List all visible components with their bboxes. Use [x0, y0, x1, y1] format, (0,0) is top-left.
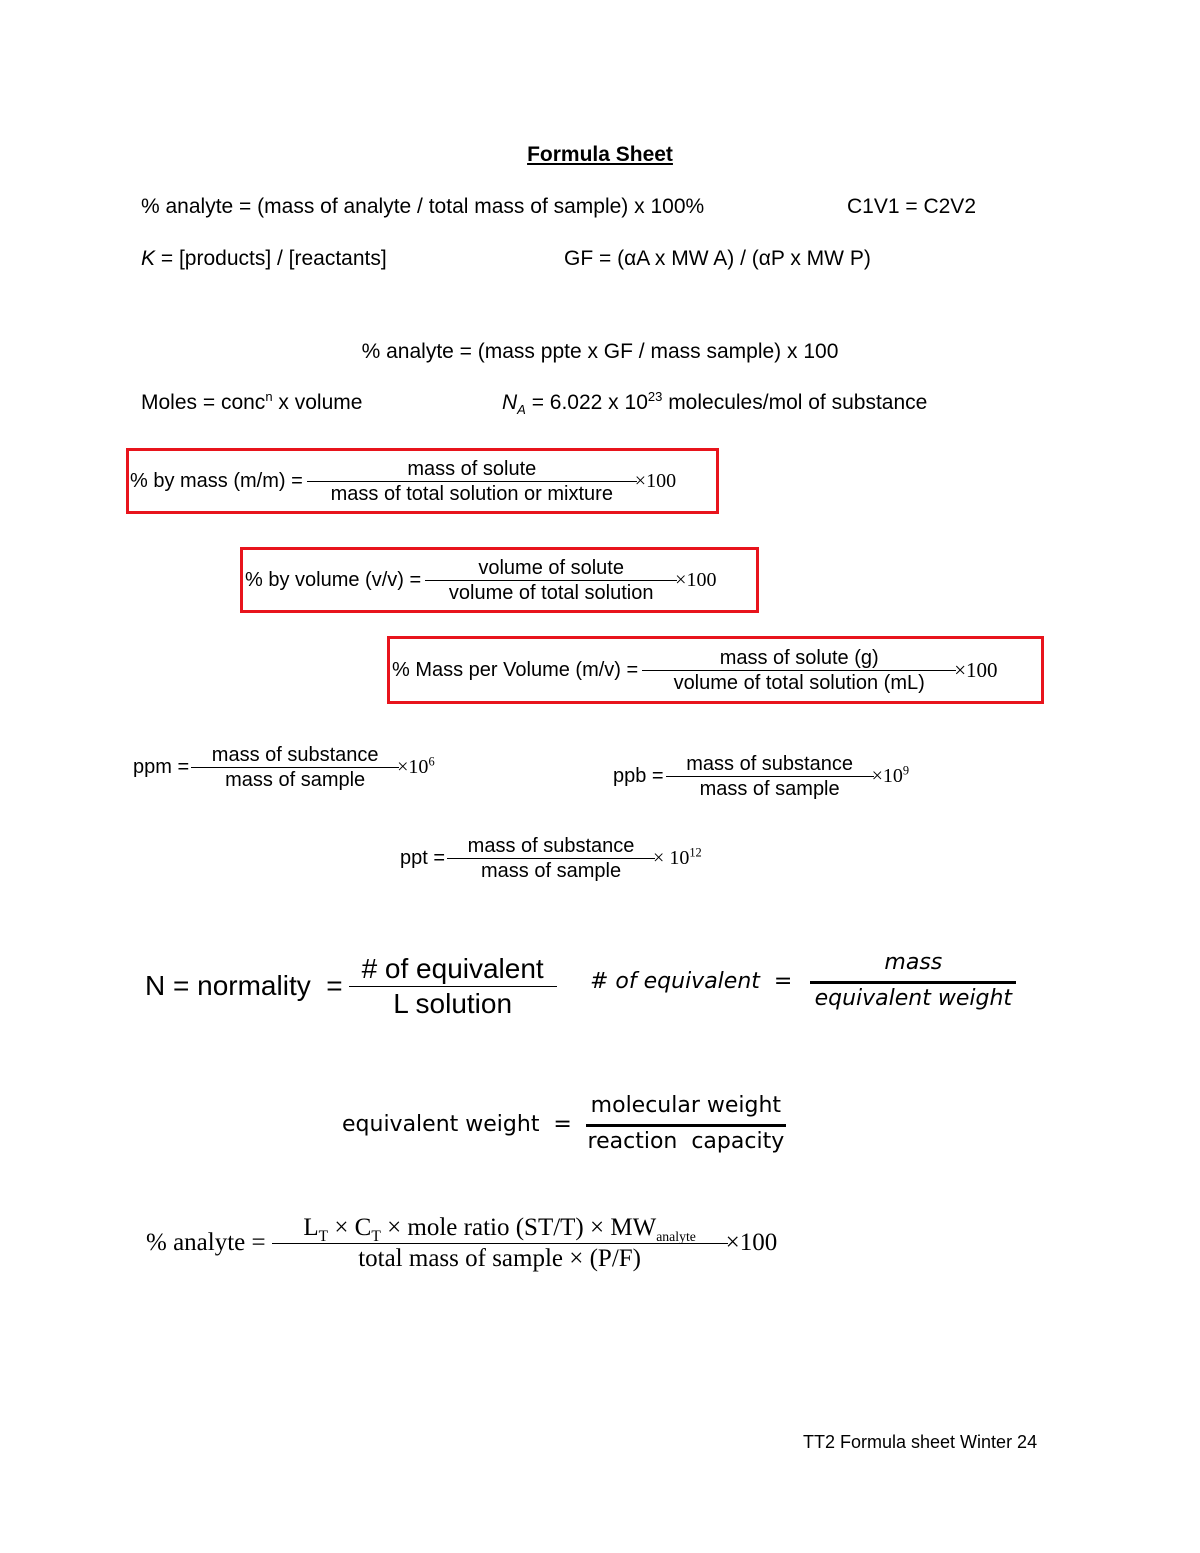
- gravimetric-factor-formula: GF = (αA x MW A) / (αP x MW P): [564, 247, 871, 270]
- mass-volume-percent-formula: [392, 640, 998, 700]
- page-title: [0, 143, 1200, 167]
- ppb-numerator: mass of substance: [666, 752, 874, 777]
- avogadro-text-a: = 6.022 x 10: [525, 391, 648, 414]
- mass-percent-lhs: % by mass (m/m) =: [130, 469, 303, 492]
- equivalent-weight-denominator: reaction capacity: [587, 1128, 785, 1154]
- mass-percent-fraction: [309, 457, 635, 506]
- titration-numerator: $L_T \times C_T$ × mole ratio $(ST/T) \times MW_{analyte}$: [272, 1213, 728, 1244]
- ppb-exponent: 9: [902, 762, 910, 777]
- moles-text-a: Moles = conc: [141, 391, 266, 414]
- avogadro-symbol: N: [502, 391, 518, 414]
- equilibrium-constant-formula: [141, 247, 387, 271]
- equivalents-lhs: # of equivalent =: [590, 968, 793, 994]
- k-expression: = [products] / [reactants]: [155, 247, 387, 270]
- equivalents-fraction: [812, 950, 1014, 1012]
- ppm-lhs: ppm =: [133, 755, 190, 778]
- percent-analyte-formula: % analyte = (mass of analyte / total mass of sample) x 100%: [141, 195, 705, 218]
- ppb-fraction: [668, 752, 872, 801]
- avogadro-formula: [502, 389, 928, 418]
- volume-percent-formula: [245, 551, 716, 609]
- ppb-denominator: mass of sample: [699, 777, 840, 800]
- mass-volume-percent-fraction: [644, 646, 954, 695]
- volume-percent-multiplier: ×100: [675, 568, 717, 591]
- ppm-denominator: mass of sample: [225, 768, 366, 791]
- equivalent-weight-formula: [342, 1088, 784, 1160]
- moles-formula: [141, 391, 362, 415]
- equivalent-weight-fraction: [588, 1093, 784, 1155]
- page-title-text: Formula Sheet: [527, 143, 673, 166]
- normality-denominator: L solution: [393, 987, 513, 1019]
- titration-lhs: % analyte =: [146, 1229, 266, 1256]
- ppt-fraction: [449, 834, 653, 883]
- k-symbol: K: [141, 247, 156, 270]
- mass-percent-multiplier: ×100: [634, 469, 677, 492]
- moles-text-b: x volume: [272, 391, 363, 414]
- avogadro-exponent: 23: [647, 389, 663, 404]
- ppb-formula: [613, 744, 909, 808]
- ppb-lhs: ppb =: [613, 764, 664, 787]
- mass-volume-percent-lhs: % Mass per Volume (m/v) =: [392, 658, 639, 681]
- ppm-fraction: [193, 743, 397, 792]
- volume-percent-numerator: volume of solute: [425, 556, 677, 581]
- titration-denominator: total mass of sample × (P/F): [358, 1244, 642, 1272]
- equivalents-numerator: mass: [810, 950, 1016, 983]
- footer-text: TT2 Formula sheet Winter 24: [803, 1432, 1038, 1452]
- volume-percent-fraction: [427, 556, 675, 605]
- equivalents-denominator: equivalent weight: [814, 985, 1013, 1011]
- ppt-formula: [400, 826, 702, 890]
- titration-analyte-formula: [146, 1203, 777, 1283]
- avogadro-text-b: molecules/mol of substance: [662, 391, 928, 414]
- ppm-multiplier: $\times 10^6$: [397, 753, 435, 778]
- volume-percent-denominator: volume of total solution: [448, 581, 654, 604]
- equivalents-formula: [590, 945, 1014, 1017]
- moles-superscript: n: [265, 389, 273, 404]
- normality-numerator: # of equivalent: [349, 952, 557, 987]
- titration-multiplier: ×100: [725, 1229, 778, 1256]
- mass-percent-numerator: mass of solute: [307, 457, 637, 482]
- ppt-numerator: mass of substance: [447, 834, 655, 859]
- ppm-numerator: mass of substance: [191, 743, 399, 768]
- mass-volume-percent-denominator: volume of total solution (mL): [673, 671, 925, 694]
- mass-volume-percent-multiplier: ×100: [954, 657, 998, 682]
- ppt-exponent: 12: [689, 844, 702, 859]
- normality-formula: [145, 946, 555, 1026]
- normality-lhs: N = normality =: [145, 970, 343, 1001]
- mass-percent-formula: [130, 452, 676, 510]
- ppb-multiplier: $\times 10^9$: [871, 762, 910, 787]
- ppm-formula: [133, 735, 435, 799]
- avogadro-subscript: A: [517, 402, 526, 418]
- percent-analyte-ppte-text: % analyte = (mass ppte x GF / mass sample) x 100: [361, 340, 839, 363]
- ppt-multiplier: × $10^{12}$: [653, 844, 702, 869]
- mass-volume-percent-numerator: mass of solute (g): [642, 646, 956, 671]
- equivalent-weight-lhs: equivalent weight =: [342, 1111, 572, 1137]
- titration-fraction: [274, 1213, 726, 1274]
- percent-analyte-ppte-formula: [0, 340, 1200, 364]
- equivalent-weight-numerator: molecular weight: [586, 1093, 786, 1126]
- volume-percent-lhs: % by volume (v/v) =: [245, 568, 422, 591]
- ppm-exponent: 6: [428, 753, 435, 768]
- normality-fraction: [351, 952, 555, 1020]
- mass-percent-denominator: mass of total solution or mixture: [330, 482, 613, 505]
- ppt-denominator: mass of sample: [481, 859, 622, 882]
- ppt-lhs: ppt =: [400, 846, 446, 869]
- dilution-formula: C1V1 = C2V2: [847, 195, 976, 218]
